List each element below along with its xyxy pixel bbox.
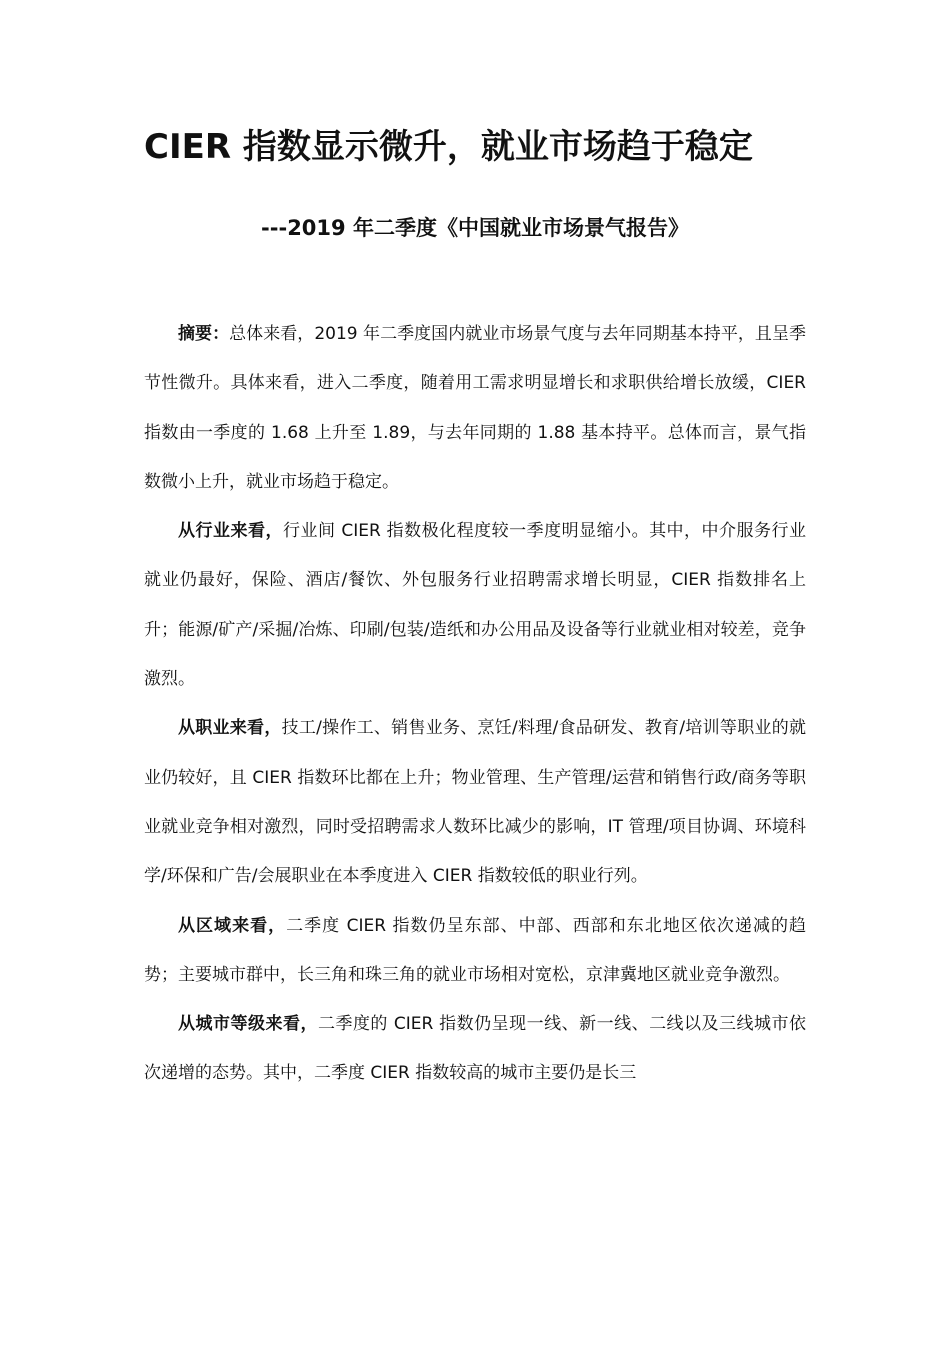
document-subtitle: ---2019 年二季度《中国就业市场景气报告》 [261, 216, 689, 240]
paragraph-lead: 摘要： [178, 324, 230, 344]
paragraph-lead: 从区域来看， [178, 915, 287, 936]
paragraph-industry [144, 507, 806, 704]
paragraph-lead: 从职业来看， [178, 718, 282, 739]
paragraph-occupation [144, 704, 806, 901]
paragraph-lead: 从城市等级来看， [178, 1014, 318, 1035]
document-body [144, 310, 806, 1099]
paragraph-lead: 从行业来看， [178, 521, 283, 542]
paragraph-summary [144, 310, 806, 507]
paragraph-text: 二季度的 CIER 指数仍呈现一线、新一线、二线以及三线城市依次递增的态势。其中，二季度 CIER 指数较高的城市主要仍是长三 [144, 1014, 807, 1084]
paragraph-text: 行业间 CIER 指数极化程度较一季度明显缩小。其中，中介服务行业就业仍最好，保险、酒店/餐饮、外包服务行业招聘需求增长明显，CIER 指数排名上升；能源/矿产/采掘/冶炼、印刷/包装/造纸和办公用品及设备等行业就业相对较差，竞争激烈。 [144, 521, 807, 690]
paragraph-text: 技工/操作工、销售业务、烹饪/料理/食品研发、教育/培训等职业的就业仍较好，且 CIER 指数环比都在上升；物业管理、生产管理/运营和销售行政/商务等职业就业竞争相对激烈，同时受招聘需求人数环比减少的影响，IT 管理/项目协调、环境科学/环保和广告/会展职业在本季度进入 CIER 指数较低的职业行列。 [144, 718, 806, 887]
paragraph-city-tier [144, 1000, 806, 1099]
paragraph-text: 总体来看，2019 年二季度国内就业市场景气度与去年同期基本持平，且呈季节性微升。具体来看，进入二季度，随着用工需求明显增长和求职供给增长放缓，CIER 指数由一季度的 1.68 上升至 1.89，与去年同期的 1.88 基本持平。总体而言，景气指数微小上升，就业市场趋于稳定。 [144, 324, 807, 492]
paragraph-region [144, 902, 806, 1001]
paragraph-text: 二季度 CIER 指数仍呈东部、中部、西部和东北地区依次递减的趋势；主要城市群中，长三角和珠三角的就业市场相对宽松，京津冀地区就业竞争激烈。 [144, 915, 806, 985]
document-title: CIER 指数显示微升，就业市场趋于稳定 [144, 127, 753, 167]
